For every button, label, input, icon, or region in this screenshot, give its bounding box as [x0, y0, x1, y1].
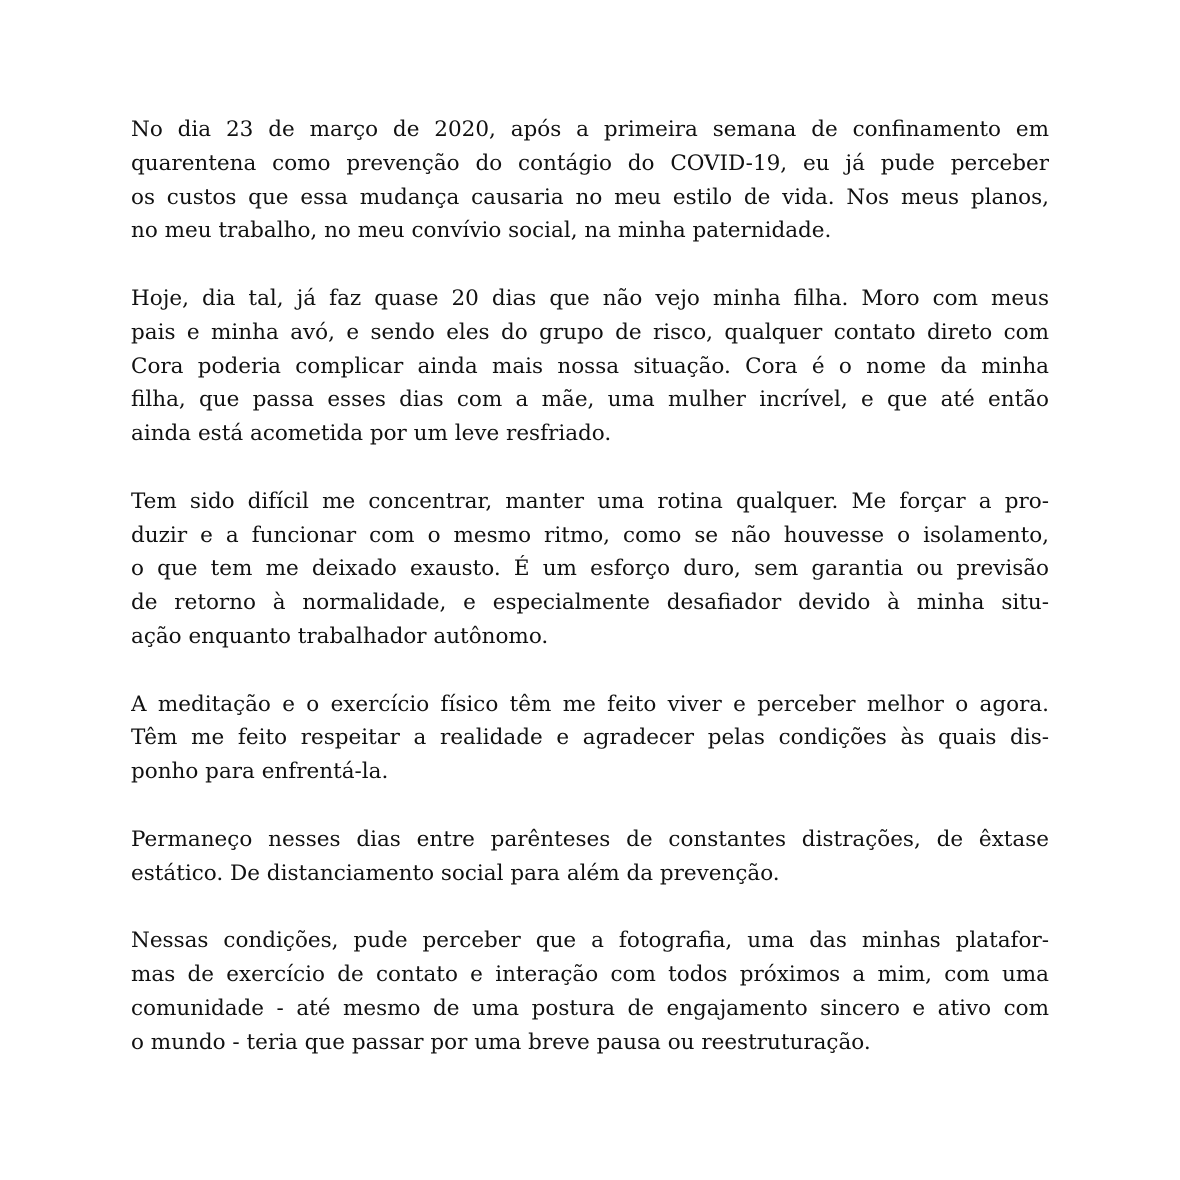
text-line: Têm me feito respeitar a realidade e agradecer pelas condições às quais dis-: [131, 725, 1049, 751]
paragraph-2: [131, 282, 1049, 451]
text-line: comunidade - até mesmo de uma postura de engajamento sincero e ativo com: [131, 995, 1049, 1021]
text-line: A meditação e o exercício físico têm me feito viver e perceber melhor o agora.: [131, 691, 1049, 717]
paragraph-1: [131, 113, 1049, 248]
body-text: [131, 113, 1049, 1059]
text-line: ponho para enfrentá-la.: [131, 759, 389, 785]
text-line: pais e minha avó, e sendo eles do grupo de risco, qualquer contato direto com: [131, 319, 1049, 345]
text-line: No dia 23 de março de 2020, após a primeira semana de confinamento em: [131, 117, 1049, 142]
text-line: Cora poderia complicar ainda mais nossa situação. Cora é o nome da minha: [131, 353, 1049, 379]
text-line: Tem sido difícil me concentrar, manter uma rotina qualquer. Me forçar a pro-: [131, 488, 1049, 514]
paragraph-gap: [131, 248, 1049, 282]
text-line: quarentena como prevenção do contágio do COVID-19, eu já pude perceber: [131, 150, 1049, 176]
text-line: duzir e a funcionar com o mesmo ritmo, como se não houvesse o isolamento,: [131, 522, 1049, 548]
text-line: estático. De distanciamento social para além da prevenção.: [131, 860, 780, 886]
paragraph-gap: [131, 654, 1049, 688]
text-line: ação enquanto trabalhador autônomo.: [131, 623, 549, 649]
text-line: Nessas condições, pude perceber que a fotografia, uma das minhas platafor-: [131, 928, 1049, 954]
text-line: mas de exercício de contato e interação com todos próximos a mim, com uma: [131, 961, 1049, 987]
text-line: filha, que passa esses dias com a mãe, uma mulher incrível, e que até então: [131, 387, 1049, 413]
paragraph-5: [131, 823, 1049, 891]
paragraph-gap: [131, 451, 1049, 485]
paragraph-6: [131, 924, 1049, 1059]
text-line: Hoje, dia tal, já faz quase 20 dias que não vejo minha filha. Moro com meus: [131, 285, 1049, 311]
text-line: Permaneço nesses dias entre parênteses de constantes distrações, de êxtase: [131, 826, 1049, 852]
text-line: o mundo - teria que passar por uma breve pausa ou reestruturação.: [131, 1029, 871, 1055]
paragraph-4: [131, 688, 1049, 789]
text-line: ainda está acometida por um leve resfriado.: [131, 421, 612, 447]
paragraph-gap: [131, 789, 1049, 823]
text-line: no meu trabalho, no meu convívio social, na minha paternidade.: [131, 218, 832, 244]
paragraph-3: [131, 485, 1049, 654]
text-line: de retorno à normalidade, e especialmente desafiador devido à minha situ-: [131, 590, 1049, 616]
text-line: o que tem me deixado exausto. É um esforço duro, sem garantia ou previsão: [131, 556, 1049, 582]
text-line: os custos que essa mudança causaria no meu estilo de vida. Nos meus planos,: [131, 184, 1049, 210]
paragraph-gap: [131, 890, 1049, 924]
